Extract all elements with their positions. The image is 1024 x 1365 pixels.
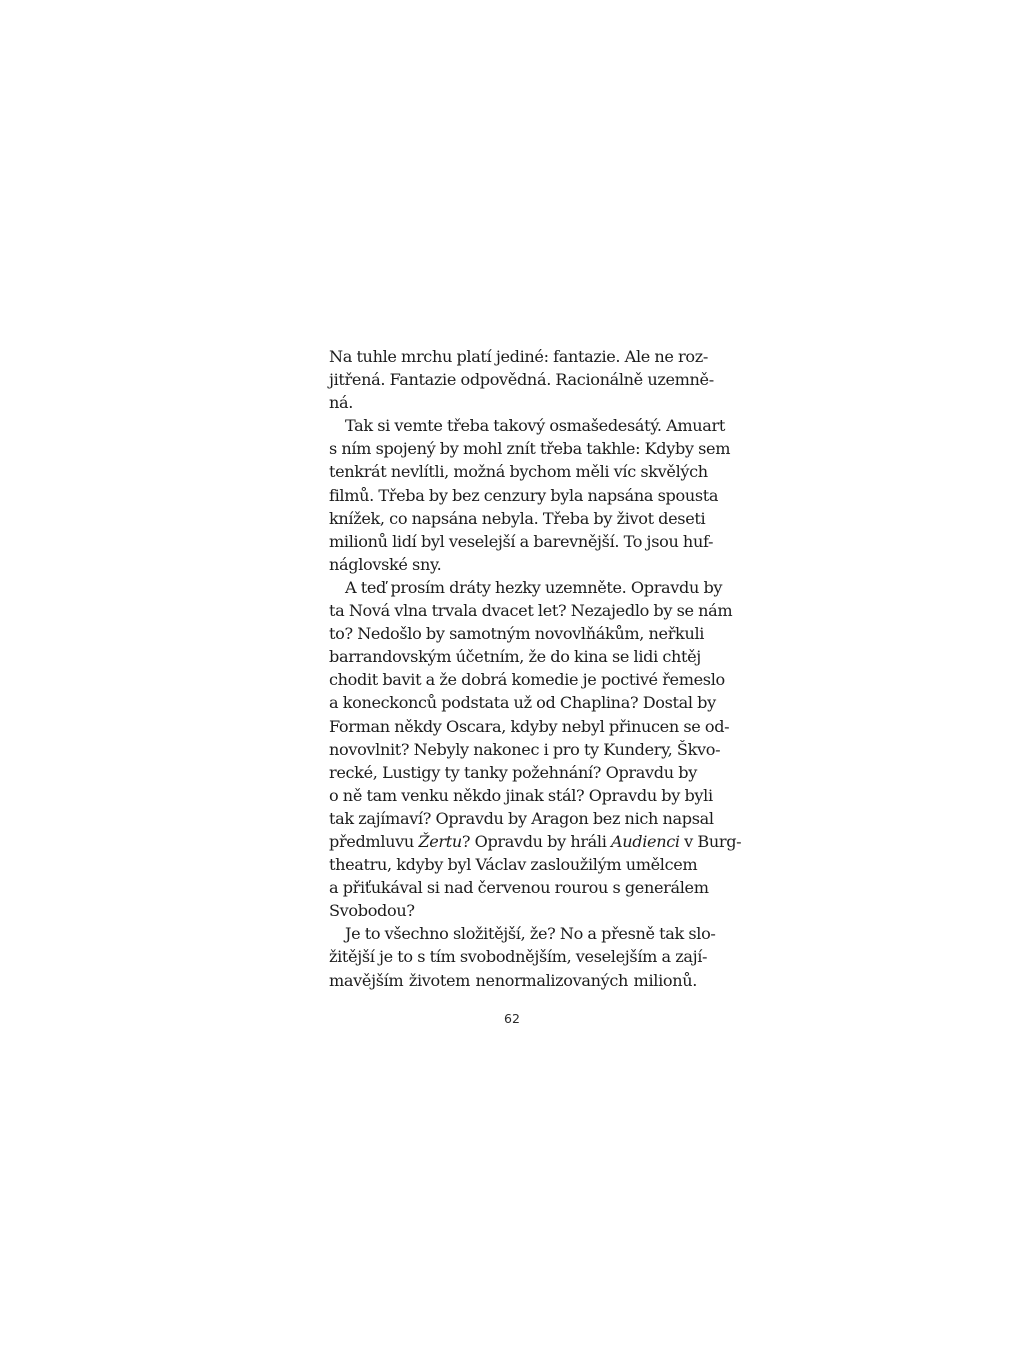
text-line: [329, 507, 706, 530]
text-segment: filmů. Třeba by bez cenzury byla napsána spousta: [329, 485, 719, 505]
text-segment: náglovské sny.: [329, 554, 442, 574]
text-line: [329, 807, 714, 830]
text-line: [329, 830, 742, 853]
text-line: [329, 945, 708, 968]
text-segment: Tak si vemte třeba takový osmašedesátý. Amuart: [345, 416, 725, 436]
text-segment: v Burg-: [679, 831, 742, 851]
page-number: 62: [504, 1011, 520, 1026]
text-segment: ? Opravdu by hráli: [461, 831, 611, 851]
text-segment: recké, Lustigy ty tanky požehnání? Opravdu by: [329, 762, 697, 782]
text-line: [329, 530, 714, 553]
text-line: [329, 969, 697, 992]
text-segment: ta Nová vlna trvala dvacet let? Nezajedlo by se nám: [329, 601, 733, 621]
text-line: [329, 437, 731, 460]
text-line: [329, 784, 713, 807]
text-segment: předmluvu: [329, 831, 419, 851]
text-segment: barrandovským účetním, že do kina se lidi chtěj: [329, 647, 701, 667]
text-segment: novovlnit? Nebyly nakonec i pro ty Kundery, Škvo-: [329, 739, 721, 759]
text-line: [329, 484, 719, 507]
text-line: [329, 761, 697, 784]
text-line: [329, 414, 725, 437]
text-line: [329, 622, 705, 645]
text-line: [329, 715, 730, 738]
text-line: [329, 668, 725, 691]
text-line: [329, 391, 697, 414]
text-segment: Je to všechno složitější, že? No a přesně tak slo-: [345, 924, 716, 944]
text-segment: milionů lidí byl veselejší a barevnější. To jsou huf-: [329, 531, 714, 551]
text-line: [329, 576, 723, 599]
text-segment: a koneckonců podstata už od Chaplina? Dostal by: [329, 693, 716, 713]
text-segment: o ně tam venku někdo jinak stál? Opravdu by byli: [329, 785, 713, 805]
text-segment: s ním spojený by mohl znít třeba takhle: Kdyby sem: [329, 439, 731, 459]
text-segment: a přiťukával si nad červenou rourou s generálem: [329, 878, 709, 898]
text-line: [329, 599, 733, 622]
text-line: [329, 738, 721, 761]
text-segment: chodit bavit a že dobrá komedie je poctivé řemeslo: [329, 670, 725, 690]
text-line: [329, 553, 697, 576]
text-segment: mavějším životem nenormalizovaných milionů.: [329, 970, 697, 990]
text-line: [329, 460, 708, 483]
text-line: [329, 345, 708, 368]
text-line: [329, 368, 714, 391]
text-line: [329, 922, 716, 945]
text-line: [329, 876, 709, 899]
text-line: [329, 853, 697, 876]
text-segment: Forman někdy Oscara, kdyby nebyl přinucen se od-: [329, 716, 730, 736]
text-segment: ná.: [329, 393, 354, 413]
italic-title: Audienci: [611, 831, 680, 851]
italic-title: Žertu: [418, 831, 462, 851]
text-segment: theatru, kdyby byl Václav zasloužilým umělcem: [329, 855, 698, 875]
text-segment: tak zajímaví? Opravdu by Aragon bez nich napsal: [329, 808, 714, 828]
text-segment: to? Nedošlo by samotným novovlňákům, neřkuli: [329, 624, 705, 644]
text-segment: žitější je to s tím svobodnějším, veselejším a zají-: [329, 947, 708, 967]
text-segment: knížek, co napsána nebyla. Třeba by život deseti: [329, 508, 706, 528]
text-segment: Na tuhle mrchu platí jediné: fantazie. Ale ne roz-: [329, 347, 708, 366]
text-segment: A teď prosím dráty hezky uzemněte. Opravdu by: [345, 577, 723, 597]
text-line: [329, 899, 697, 922]
text-line: [329, 691, 716, 714]
text-line: [329, 645, 701, 668]
text-segment: tenkrát nevlítli, možná bychom měli víc skvělých: [329, 462, 708, 482]
text-segment: Svobodou?: [329, 901, 415, 921]
text-segment: jitřená. Fantazie odpovědná. Racionálně uzemně-: [329, 370, 714, 390]
body-text: [329, 345, 742, 992]
